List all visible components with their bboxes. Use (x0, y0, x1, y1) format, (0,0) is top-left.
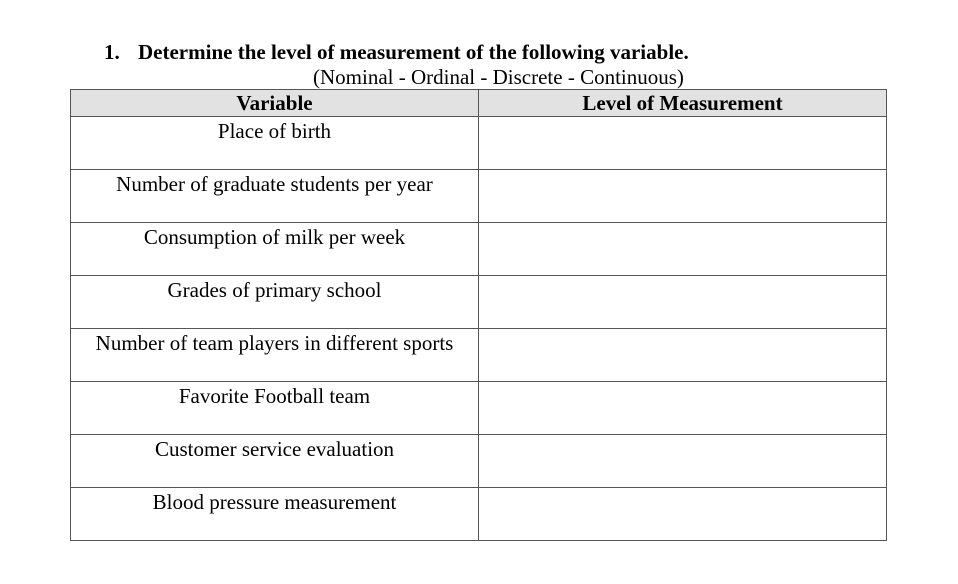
answer-cell[interactable] (479, 329, 887, 382)
variable-cell: Grades of primary school (71, 276, 479, 329)
table-row (71, 170, 887, 223)
measurement-table (70, 89, 887, 541)
answer-cell[interactable] (479, 117, 887, 170)
table-row (71, 382, 887, 435)
table-row (71, 117, 887, 170)
variable-cell: Number of team players in different sports (71, 329, 479, 382)
table-row (71, 488, 887, 541)
variable-cell: Consumption of milk per week (71, 223, 479, 276)
table-row (71, 276, 887, 329)
table-row (71, 223, 887, 276)
answer-cell[interactable] (479, 488, 887, 541)
header-level: Level of Measurement (479, 90, 887, 117)
answer-cell[interactable] (479, 435, 887, 488)
variable-cell: Place of birth (71, 117, 479, 170)
table-header-row (71, 90, 887, 117)
measurement-options: (Nominal - Ordinal - Discrete - Continuous) (313, 65, 684, 89)
question-number: 1. (104, 40, 120, 64)
header-variable: Variable (71, 90, 479, 117)
answer-cell[interactable] (479, 223, 887, 276)
answer-cell[interactable] (479, 382, 887, 435)
table-row (71, 329, 887, 382)
question-heading (104, 40, 689, 64)
variable-cell: Favorite Football team (71, 382, 479, 435)
answer-cell[interactable] (479, 170, 887, 223)
variable-cell: Number of graduate students per year (71, 170, 479, 223)
variable-cell: Customer service evaluation (71, 435, 479, 488)
answer-cell[interactable] (479, 276, 887, 329)
variable-cell: Blood pressure measurement (71, 488, 479, 541)
question-text: Determine the level of measurement of the following variable. (138, 40, 689, 64)
table-row (71, 435, 887, 488)
